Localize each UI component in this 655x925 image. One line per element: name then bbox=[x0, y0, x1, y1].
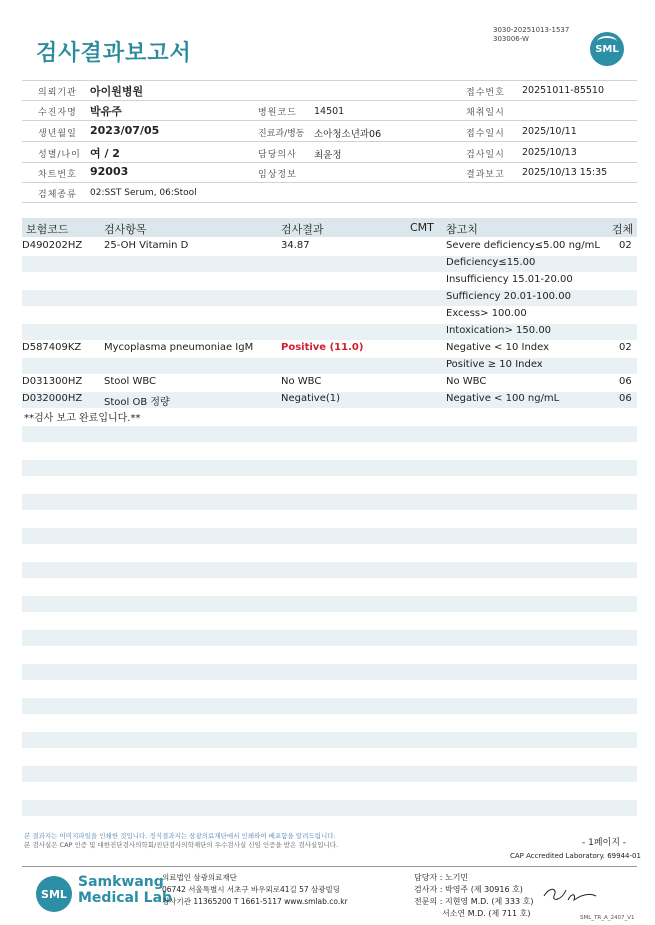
sml-footer-logo: SML bbox=[36, 876, 72, 912]
cell-reference: Insufficiency 15.01-20.00 bbox=[446, 274, 573, 285]
col-specimen: 검체 bbox=[612, 223, 634, 236]
dept: 소아청소년과06 bbox=[314, 129, 382, 140]
hospital-code-label: 병원코드 bbox=[258, 108, 297, 118]
doctor-label: 담당의사 bbox=[258, 150, 297, 160]
cell-specimen: 02 bbox=[619, 240, 632, 251]
patient-label: 수진자명 bbox=[38, 108, 77, 118]
patient-name: 박유주 bbox=[90, 105, 122, 118]
document-id: 3030-20251013-1537 303006-W bbox=[493, 26, 570, 43]
col-cmt: CMT bbox=[410, 221, 434, 234]
receipt-no: 20251011-85510 bbox=[522, 85, 605, 96]
cell-code: D490202HZ bbox=[22, 240, 83, 251]
table-row-band bbox=[22, 256, 637, 272]
cell-specimen: 02 bbox=[619, 342, 632, 353]
cell-code: D032000HZ bbox=[22, 393, 83, 404]
report-complete-note: **검사 보고 완료입니다.** bbox=[24, 413, 141, 424]
sex-age-label: 성별/나이 bbox=[38, 150, 81, 160]
cell-code: D587409KZ bbox=[22, 342, 82, 353]
cell-item: 25-OH Vitamin D bbox=[104, 240, 189, 251]
receipt-date: 2025/10/11 bbox=[522, 126, 577, 137]
cell-result: No WBC bbox=[281, 376, 322, 387]
cell-reference: Intoxication> 150.00 bbox=[446, 325, 552, 336]
lab-name: Samkwang Medical Lab bbox=[78, 874, 173, 906]
specimen-label: 검체종류 bbox=[38, 190, 77, 200]
cell-item: Stool OB 정량 bbox=[104, 397, 170, 408]
table-row-band bbox=[22, 358, 637, 374]
receipt-no-label: 접수번호 bbox=[466, 88, 505, 98]
col-code: 보험코드 bbox=[26, 223, 69, 236]
cell-result: Positive (11.0) bbox=[281, 342, 364, 353]
cell-reference: No WBC bbox=[446, 376, 487, 387]
cap-accreditation: CAP Accredited Laboratory. 69944-01 bbox=[510, 852, 641, 860]
cell-result: Negative(1) bbox=[281, 393, 341, 404]
results-table-header bbox=[22, 218, 637, 237]
report-date: 2025/10/13 15:35 bbox=[522, 167, 608, 178]
table-row-band bbox=[22, 596, 637, 612]
table-row-band bbox=[22, 698, 637, 714]
cell-reference: Deficiency≤15.00 bbox=[446, 257, 536, 268]
table-row-band bbox=[22, 664, 637, 680]
signature bbox=[540, 882, 600, 910]
cell-reference: Positive ≥ 10 Index bbox=[446, 359, 543, 370]
cell-reference: Negative < 10 Index bbox=[446, 342, 550, 353]
document-title: 검사결과보고서 bbox=[36, 41, 192, 66]
staff-info: 담당자 : 노기민 검사자 : 박영주 (제 30916 호) 전문의 : 지현영 M.D. (제 333 호) 서소연 M.D. (제 711 호) bbox=[414, 873, 534, 918]
doctor: 최윤정 bbox=[314, 150, 342, 161]
hospital-code: 14501 bbox=[314, 106, 345, 117]
table-row-band bbox=[22, 494, 637, 510]
cell-code: D031300HZ bbox=[22, 376, 83, 387]
cell-result: 34.87 bbox=[281, 240, 310, 251]
cell-reference: Severe deficiency≤5.00 ng/mL bbox=[446, 240, 600, 251]
chart-no: 92003 bbox=[90, 165, 129, 178]
table-row-band bbox=[22, 630, 637, 646]
report-label: 결과보고 bbox=[466, 170, 505, 180]
cell-specimen: 06 bbox=[619, 393, 632, 404]
dob-label: 생년월일 bbox=[38, 129, 77, 139]
chart-no-label: 차트번호 bbox=[38, 170, 77, 180]
clinical-label: 임상정보 bbox=[258, 170, 297, 180]
col-reference: 참고치 bbox=[446, 223, 478, 236]
cell-reference: Sufficiency 20.01-100.00 bbox=[446, 291, 571, 302]
table-row-band bbox=[22, 732, 637, 748]
dept-label: 진료과/병동 bbox=[258, 129, 305, 139]
requesting-org: 아이원병원 bbox=[90, 85, 144, 98]
cell-specimen: 06 bbox=[619, 376, 632, 387]
footnote: 본 결과지는 이미지파일을 인쇄한 것입니다. 정식결과지는 삼광의료재단에서 인쇄하여 배포함을 알려드립니다. 본 검사실은 CAP 인증 및 대한진단검사의학회/진단검사의학재단의 우수검사실 신임 인증을 받은 검사실입니다. bbox=[24, 832, 339, 849]
page-number: - 1페이지 - bbox=[582, 838, 627, 848]
table-row-band bbox=[22, 800, 637, 816]
test-date: 2025/10/13 bbox=[522, 147, 577, 158]
cell-item: Mycoplasma pneumoniae IgM bbox=[104, 342, 254, 353]
receipt-date-label: 접수일시 bbox=[466, 129, 505, 139]
table-row-band bbox=[22, 528, 637, 544]
form-code: SML_TR_A_2407_V1 bbox=[580, 915, 635, 921]
cell-reference: Excess> 100.00 bbox=[446, 308, 527, 319]
table-row-band bbox=[22, 426, 637, 442]
specimen-types: 02:SST Serum, 06:Stool bbox=[90, 188, 197, 198]
lab-address: 의료법인 삼광의료재단 06742 서울특별시 서초구 바우뫼로41길 57 삼광빌딩 검사기관 11365200 T 1661-5117 www.smlab.co.kr bbox=[162, 873, 348, 906]
table-row-band bbox=[22, 562, 637, 578]
sex-age: 여 / 2 bbox=[90, 147, 120, 160]
cell-reference: Negative < 100 ng/mL bbox=[446, 393, 560, 404]
table-row-band bbox=[22, 766, 637, 782]
requesting-org-label: 의뢰기관 bbox=[38, 88, 77, 98]
col-item: 검사항목 bbox=[104, 223, 147, 236]
dob: 2023/07/05 bbox=[90, 124, 160, 137]
test-date-label: 검사일시 bbox=[466, 150, 505, 160]
collection-label: 채취일시 bbox=[466, 108, 505, 118]
col-result: 검사결과 bbox=[281, 223, 324, 236]
sml-logo: SML bbox=[590, 32, 624, 66]
cell-item: Stool WBC bbox=[104, 376, 157, 387]
table-row-band bbox=[22, 460, 637, 476]
